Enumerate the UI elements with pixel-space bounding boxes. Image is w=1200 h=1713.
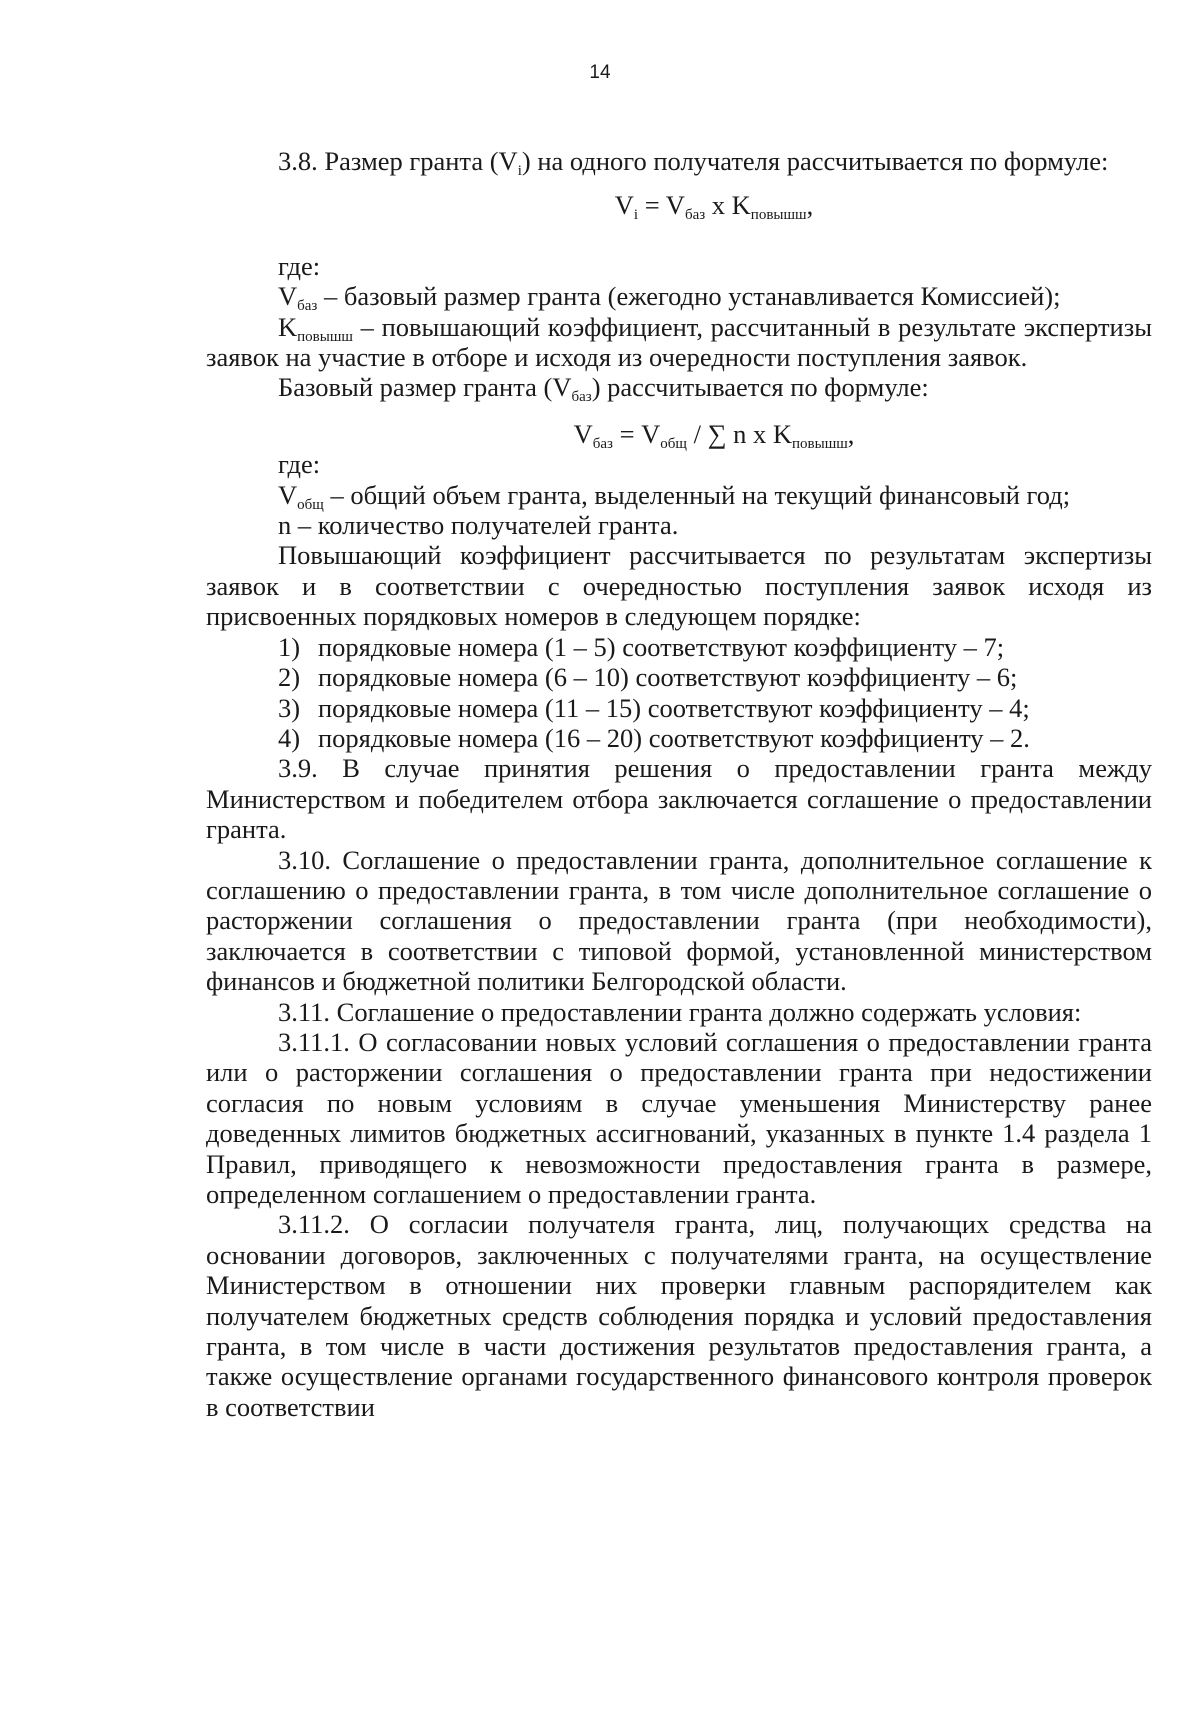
paragraph-3-10: 3.10. Соглашение о предоставлении гранта, дополнительное соглашение к соглашению о предоставлении гранта, в том числе дополнительное соглашение о расторжении соглашения о предоставлении гранта (при необходимости), заключается в соответствии с типовой формой, установленной министерством финансов и бюджетной политики Белгородской области. [206,844,1152,997]
list-item: 1) порядковые номера (1 – 5) соответствуют коэффициенту – 7; [278,631,1005,662]
paragraph-3-8: 3.8. Размер гранта $(V_i)$ на одного получателя рассчитывается по формуле: [278,146,1109,179]
definition-vobsh: $V_{общ}$ – общий объем гранта, выделенный на текущий финансовый год; [278,479,1071,513]
base-size-intro: Базовый размер гранта $(V_{баз})$ рассчитывается по формуле: [278,372,929,406]
page-number: 14 [589,62,611,83]
document-body [206,146,1152,1422]
formula-base-size: $V_{баз} = V_{общ}$ / ∑ n x $K_{повышш}$, [573,418,855,452]
paragraph-3-9: 3.9. В случае принятия решения о предоставлении гранта между Министерством и победителем отбора заключается соглашение о предоставлении гранта. [206,753,1152,845]
definition-n: n – количество получателей гранта. [278,510,679,541]
where-label-1: где: [278,250,321,281]
definition-kpovysh: $K_{повышш}$ – повышающий коэффициент, рассчитанный в результате экспертизы заявок на участие в отборе и исходя из очередности поступления заявок. [206,311,1152,373]
formula-grant-size: $V_i = V_{баз}$ x $K_{повышш}$, [614,190,814,224]
list-item: 4) порядковые номера (16 – 20) соответствуют коэффициенту – 2. [278,722,1030,753]
coefficient-list [206,632,1152,754]
definition-vbaz: $V_{баз}$ – базовый размер гранта (ежегодно устанавливается Комиссией); [278,281,1061,315]
list-item: 3) порядковые номера (11 – 15) соответствуют коэффициенту – 4; [278,692,1030,723]
paragraph-3-11: 3.11. Соглашение о предоставлении гранта должно содержать условия: [278,996,1082,1027]
coefficient-paragraph: Повышающий коэффициент рассчитывается по результатам экспертизы заявок и в соответствии с очередностью поступления заявок исходя из присвоенных порядковых номеров в следующем порядке: [206,540,1152,632]
where-label-2: где: [278,449,321,480]
paragraph-3-11-2: 3.11.2. О согласии получателя гранта, лиц, получающих средства на основании договоров, заключенных с получателями гранта, на осуществление Министерством в отношении них проверки главным распорядителем как получателем бюджетных средств соблюдения порядка и условий предоставления гранта, в том числе в части достижения результатов предоставления гранта, а также осуществление органами государственного финансового контроля проверок в соответствии [206,1209,1152,1422]
paragraph-3-11-1: 3.11.1. О согласовании новых условий соглашения о предоставлении гранта или о расторжении соглашения о предоставлении гранта при недостижении согласия по новым условиям в случае уменьшения Министерству ранее доведенных лимитов бюджетных ассигнований, указанных в пункте 1.4 раздела 1 Правил, приводящего к невозможности предоставления гранта в размере, определенном соглашением о предоставлении гранта. [206,1026,1152,1209]
list-item: 2) порядковые номера (6 – 10) соответствуют коэффициенту – 6; [278,662,1018,693]
